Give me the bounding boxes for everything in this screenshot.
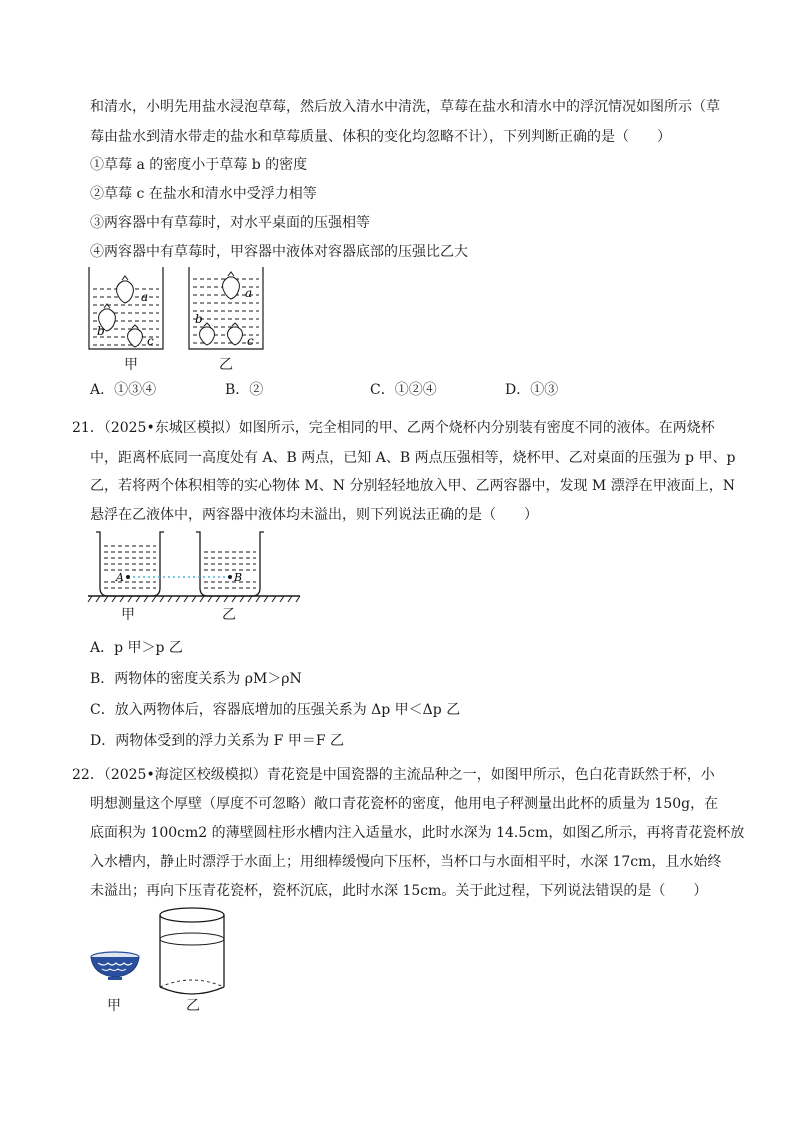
q22-line-1: 22．（2025•海淀区校级模拟）青花瓷是中国瓷器的主流品种之一，如图甲所示，色白花青跃然于杯，小: [72, 767, 715, 783]
point-b-dot: [228, 575, 232, 579]
point-a-dot: [126, 575, 130, 579]
q20-option-d: D．①③: [505, 382, 559, 398]
q21-line-2: 中，距离杯底同一高度处有 A、B 两点，已知 A、B 两点压强相等，烧杯甲、乙对桌面的压强为 p 甲、p: [90, 450, 736, 466]
q20-statement-2: ②草莓 c 在盐水和清水中受浮力相等: [90, 186, 317, 202]
q21-label-right: 乙: [222, 607, 236, 623]
q22-label-left: 甲: [107, 998, 121, 1014]
q20-label-left: 甲: [124, 357, 138, 373]
strawberry-icon: [223, 272, 240, 299]
q20-line-1: 和清水，小明先用盐水浸泡草莓，然后放入清水中清洗，草莓在盐水和清水中的浮沉情况如图所示（草: [90, 99, 720, 115]
q21-line-1: 21．（2025•东城区模拟）如图所示，完全相同的甲、乙两个烧杯内分别装有密度不同的液体。在两烧杯: [72, 420, 715, 436]
strawberry-icon: [228, 323, 243, 345]
berry-label-b-right: b: [195, 312, 203, 326]
strawberry-icon: [128, 325, 143, 347]
q20-option-a: A．①③④: [90, 382, 157, 398]
beaker-left: [96, 532, 164, 596]
q21-option-d: D．两物体受到的浮力关系为 F 甲＝F 乙: [90, 733, 345, 749]
q22-line-5: 未溢出；再向下压青花瓷杯，瓷杯沉底，此时水深 15cm。关于此过程，下列说法错误的是（ ）: [90, 883, 708, 899]
ground-surface: [88, 596, 300, 602]
q22-line-2: 明想测量这个厚壁（厚度不可忽略）敞口青花瓷杯的密度，他用电子秤测量出此杯的质量为 150g，在: [90, 796, 719, 812]
q20-line-2: 莓由盐水到清水带走的盐水和草莓质量、体积的变化均忽略不计），下列判断正确的是（ ）: [90, 129, 671, 145]
q22-line-4: 入水槽内，静止时漂浮于水面上；用细棒缓慢向下压杯，当杯口与水面相平时，水深 17cm，且水始终: [90, 854, 722, 870]
q21-option-a: A．p 甲＞p 乙: [90, 640, 183, 656]
porcelain-cup-icon: [91, 952, 139, 980]
q20-option-b: B．②: [225, 382, 264, 398]
q20-statement-1: ①草莓 a 的密度小于草莓 b 的密度: [90, 157, 308, 173]
q20-statement-3: ③两容器中有草莓时，对水平桌面的压强相等: [90, 215, 370, 231]
q22-figure: [88, 905, 248, 1000]
q21-line-4: 悬浮在乙液体中，两容器中液体均未溢出，则下列说法正确的是（ ）: [90, 507, 538, 523]
q21-figure: [88, 530, 308, 605]
berry-label-c-right: c: [247, 334, 254, 348]
q21-line-3: 乙，若将两个体积相等的实心物体 M、N 分别轻轻地放入甲、乙两容器中，发现 M 漂浮在甲液面上，N: [90, 478, 735, 494]
berry-label-b: b: [97, 324, 105, 338]
point-a-label: A: [116, 571, 124, 584]
q21-option-c: C．放入两物体后，容器底增加的压强关系为 Δp 甲＜Δp 乙: [90, 702, 461, 718]
water-tank: [160, 908, 224, 994]
berry-label-a: a: [141, 290, 149, 304]
q22-label-right: 乙: [186, 998, 200, 1014]
beaker-right: [196, 532, 264, 596]
strawberry-icon: [200, 323, 215, 345]
q22-line-3: 底面积为 100cm2 的薄壁圆柱形水槽内注入适量水，此时水深为 14.5cm，如图乙所示，再将青花瓷杯放: [90, 825, 745, 841]
q20-figure: [85, 265, 275, 355]
berry-label-a-right: a: [245, 286, 253, 300]
strawberry-icon: [117, 276, 134, 303]
q20-statement-4: ④两容器中有草莓时，甲容器中液体对容器底部的压强比乙大: [90, 244, 468, 260]
point-b-label: B: [234, 571, 243, 584]
q20-option-c: C．①②④: [370, 382, 437, 398]
berry-label-c: c: [147, 334, 154, 348]
q21-label-left: 甲: [121, 607, 135, 623]
q20-label-right: 乙: [219, 357, 233, 373]
q21-option-b: B．两物体的密度关系为 ρM＞ρN: [90, 671, 302, 687]
